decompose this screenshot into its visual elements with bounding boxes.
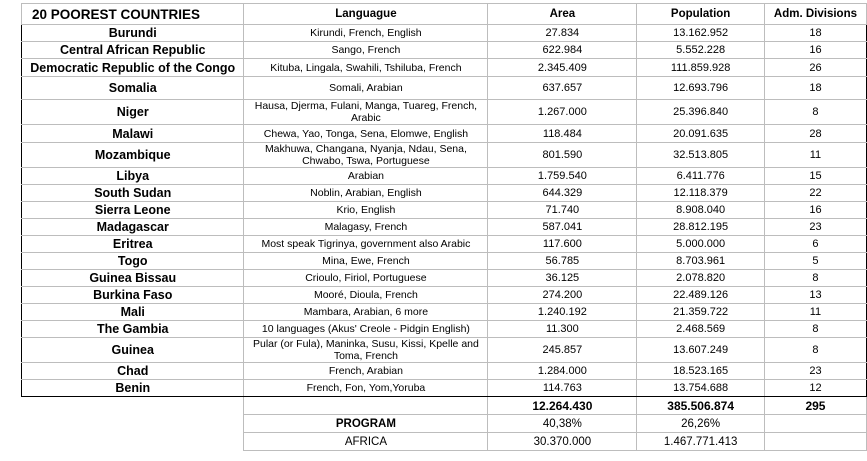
table-row	[22, 253, 867, 270]
area-cell[interactable]: 637.657	[488, 77, 637, 100]
language-cell[interactable]: Crioulo, Firiol, Portuguese	[244, 270, 488, 287]
country-cell[interactable]: Benin	[22, 380, 244, 397]
header-population[interactable]: Population	[637, 4, 765, 25]
program-label-cell[interactable]: PROGRAM	[244, 415, 488, 433]
header-adm-divisions[interactable]: Adm. Divisions	[764, 4, 866, 25]
table-row	[22, 42, 867, 59]
language-cell[interactable]: Noblin, Arabian, English	[244, 185, 488, 202]
area-cell[interactable]: 801.590	[488, 143, 637, 168]
africa-area-cell[interactable]: 30.370.000	[488, 433, 637, 451]
header-language[interactable]: Languague	[244, 4, 488, 25]
area-cell[interactable]: 27.834	[488, 25, 637, 42]
adm-cell[interactable]: 8	[764, 321, 866, 338]
africa-label-cell[interactable]: AFRICA	[244, 433, 488, 451]
population-cell[interactable]: 28.812.195	[637, 219, 765, 236]
country-cell[interactable]: The Gambia	[22, 321, 244, 338]
table-row	[22, 125, 867, 143]
table-row	[22, 380, 867, 397]
empty-cell	[22, 397, 244, 415]
language-cell[interactable]: Makhuwa, Changana, Nyanja, Ndau, Sena, Chwabo, Tswa, Portuguese	[244, 143, 488, 168]
population-cell[interactable]: 13.607.249	[637, 338, 765, 363]
table-row	[22, 219, 867, 236]
area-cell[interactable]: 274.200	[488, 287, 637, 304]
population-cell[interactable]: 21.359.722	[637, 304, 765, 321]
table-row	[22, 100, 867, 125]
adm-cell[interactable]: 23	[764, 219, 866, 236]
population-cell[interactable]: 12.118.379	[637, 185, 765, 202]
area-cell[interactable]: 245.857	[488, 338, 637, 363]
area-cell[interactable]: 1.240.192	[488, 304, 637, 321]
total-adm-cell[interactable]: 295	[764, 397, 866, 415]
country-cell[interactable]: Eritrea	[22, 236, 244, 253]
population-cell[interactable]: 8.703.961	[637, 253, 765, 270]
table-row	[22, 287, 867, 304]
table-row	[22, 185, 867, 202]
table-title[interactable]: 20 POOREST COUNTRIES	[22, 4, 244, 25]
table-row	[22, 304, 867, 321]
total-area-cell[interactable]: 12.264.430	[488, 397, 637, 415]
population-cell[interactable]: 25.396.840	[637, 100, 765, 125]
population-cell[interactable]: 22.489.126	[637, 287, 765, 304]
population-cell[interactable]: 12.693.796	[637, 77, 765, 100]
area-cell[interactable]: 118.484	[488, 125, 637, 143]
africa-row	[22, 433, 867, 451]
adm-cell[interactable]: 8	[764, 338, 866, 363]
adm-cell[interactable]: 8	[764, 100, 866, 125]
adm-cell[interactable]: 12	[764, 380, 866, 397]
language-cell[interactable]: 10 languages (Akus' Creole - Pidgin English)	[244, 321, 488, 338]
adm-cell[interactable]: 11	[764, 304, 866, 321]
language-cell[interactable]: Hausa, Djerma, Fulani, Manga, Tuareg, French, Arabic	[244, 100, 488, 125]
country-cell[interactable]: Somalia	[22, 77, 244, 100]
adm-cell[interactable]: 26	[764, 59, 866, 77]
table-row	[22, 168, 867, 185]
population-cell[interactable]: 6.411.776	[637, 168, 765, 185]
population-cell[interactable]: 18.523.165	[637, 363, 765, 380]
population-cell[interactable]: 32.513.805	[637, 143, 765, 168]
adm-cell[interactable]: 5	[764, 253, 866, 270]
totals-label-cell[interactable]	[244, 397, 488, 415]
header-area[interactable]: Area	[488, 4, 637, 25]
language-cell[interactable]: Kituba, Lingala, Swahili, Tshiluba, French	[244, 59, 488, 77]
population-cell[interactable]: 20.091.635	[637, 125, 765, 143]
table-row	[22, 270, 867, 287]
population-cell[interactable]: 8.908.040	[637, 202, 765, 219]
area-cell[interactable]: 71.740	[488, 202, 637, 219]
header-row	[22, 4, 867, 25]
population-cell[interactable]: 2.468.569	[637, 321, 765, 338]
adm-cell[interactable]: 23	[764, 363, 866, 380]
empty-cell	[22, 433, 244, 451]
language-cell[interactable]: Pular (or Fula), Maninka, Susu, Kissi, Kpelle and Toma, French	[244, 338, 488, 363]
country-cell[interactable]: Guinea	[22, 338, 244, 363]
language-cell[interactable]: Most speak Tigrinya, government also Arabic	[244, 236, 488, 253]
population-cell[interactable]: 13.162.952	[637, 25, 765, 42]
table-row	[22, 77, 867, 100]
language-cell[interactable]: French, Arabian	[244, 363, 488, 380]
area-cell[interactable]: 11.300	[488, 321, 637, 338]
adm-cell[interactable]: 16	[764, 42, 866, 59]
country-cell[interactable]: Mozambique	[22, 143, 244, 168]
area-cell[interactable]: 36.125	[488, 270, 637, 287]
country-cell[interactable]: Burundi	[22, 25, 244, 42]
table-row	[22, 236, 867, 253]
area-cell[interactable]: 2.345.409	[488, 59, 637, 77]
program-population-pct-cell[interactable]: 26,26%	[637, 415, 765, 433]
country-cell[interactable]: Togo	[22, 253, 244, 270]
area-cell[interactable]: 587.041	[488, 219, 637, 236]
africa-adm-cell[interactable]	[764, 433, 866, 451]
table-row	[22, 59, 867, 77]
africa-population-cell[interactable]: 1.467.771.413	[637, 433, 765, 451]
adm-cell[interactable]: 18	[764, 25, 866, 42]
country-cell[interactable]: Chad	[22, 363, 244, 380]
adm-cell[interactable]: 18	[764, 77, 866, 100]
empty-cell	[22, 415, 244, 433]
country-cell[interactable]: Libya	[22, 168, 244, 185]
population-cell[interactable]: 2.078.820	[637, 270, 765, 287]
population-cell[interactable]: 5.552.228	[637, 42, 765, 59]
country-cell[interactable]: South Sudan	[22, 185, 244, 202]
program-row	[22, 415, 867, 433]
country-cell[interactable]: Niger	[22, 100, 244, 125]
adm-cell[interactable]: 22	[764, 185, 866, 202]
population-cell[interactable]: 5.000.000	[637, 236, 765, 253]
total-population-cell[interactable]: 385.506.874	[637, 397, 765, 415]
program-adm-cell[interactable]	[764, 415, 866, 433]
country-cell[interactable]: Sierra Leone	[22, 202, 244, 219]
area-cell[interactable]: 1.284.000	[488, 363, 637, 380]
adm-cell[interactable]: 16	[764, 202, 866, 219]
table-row	[22, 363, 867, 380]
area-cell[interactable]: 114.763	[488, 380, 637, 397]
table-row	[22, 338, 867, 363]
adm-cell[interactable]: 11	[764, 143, 866, 168]
country-cell[interactable]: Mali	[22, 304, 244, 321]
population-cell[interactable]: 13.754.688	[637, 380, 765, 397]
adm-cell[interactable]: 28	[764, 125, 866, 143]
totals-row	[22, 397, 867, 415]
area-cell[interactable]: 1.759.540	[488, 168, 637, 185]
area-cell[interactable]: 117.600	[488, 236, 637, 253]
table-row	[22, 321, 867, 338]
adm-cell[interactable]: 6	[764, 236, 866, 253]
countries-table	[21, 3, 867, 451]
program-area-pct-cell[interactable]: 40,38%	[488, 415, 637, 433]
table-row	[22, 202, 867, 219]
language-cell[interactable]: French, Fon, Yom,Yoruba	[244, 380, 488, 397]
adm-cell[interactable]: 13	[764, 287, 866, 304]
language-cell[interactable]: Somali, Arabian	[244, 77, 488, 100]
adm-cell[interactable]: 8	[764, 270, 866, 287]
language-cell[interactable]: Krio, English	[244, 202, 488, 219]
adm-cell[interactable]: 15	[764, 168, 866, 185]
language-cell[interactable]: Mambara, Arabian, 6 more	[244, 304, 488, 321]
country-cell[interactable]: Burkina Faso	[22, 287, 244, 304]
area-cell[interactable]: 622.984	[488, 42, 637, 59]
language-cell[interactable]: Sango, French	[244, 42, 488, 59]
country-cell[interactable]: Madagascar	[22, 219, 244, 236]
language-cell[interactable]: Chewa, Yao, Tonga, Sena, Elomwe, English	[244, 125, 488, 143]
language-cell[interactable]: Malagasy, French	[244, 219, 488, 236]
table-row	[22, 143, 867, 168]
area-cell[interactable]: 1.267.000	[488, 100, 637, 125]
language-cell[interactable]: Mina, Ewe, French	[244, 253, 488, 270]
country-cell[interactable]: Guinea Bissau	[22, 270, 244, 287]
area-cell[interactable]: 56.785	[488, 253, 637, 270]
table-row	[22, 25, 867, 42]
population-cell[interactable]: 111.859.928	[637, 59, 765, 77]
language-cell[interactable]: Mooré, Dioula, French	[244, 287, 488, 304]
language-cell[interactable]: Kirundi, French, English	[244, 25, 488, 42]
country-cell[interactable]: Central African Republic	[22, 42, 244, 59]
language-cell[interactable]: Arabian	[244, 168, 488, 185]
area-cell[interactable]: 644.329	[488, 185, 637, 202]
country-cell[interactable]: Democratic Republic of the Congo	[22, 59, 244, 77]
country-cell[interactable]: Malawi	[22, 125, 244, 143]
